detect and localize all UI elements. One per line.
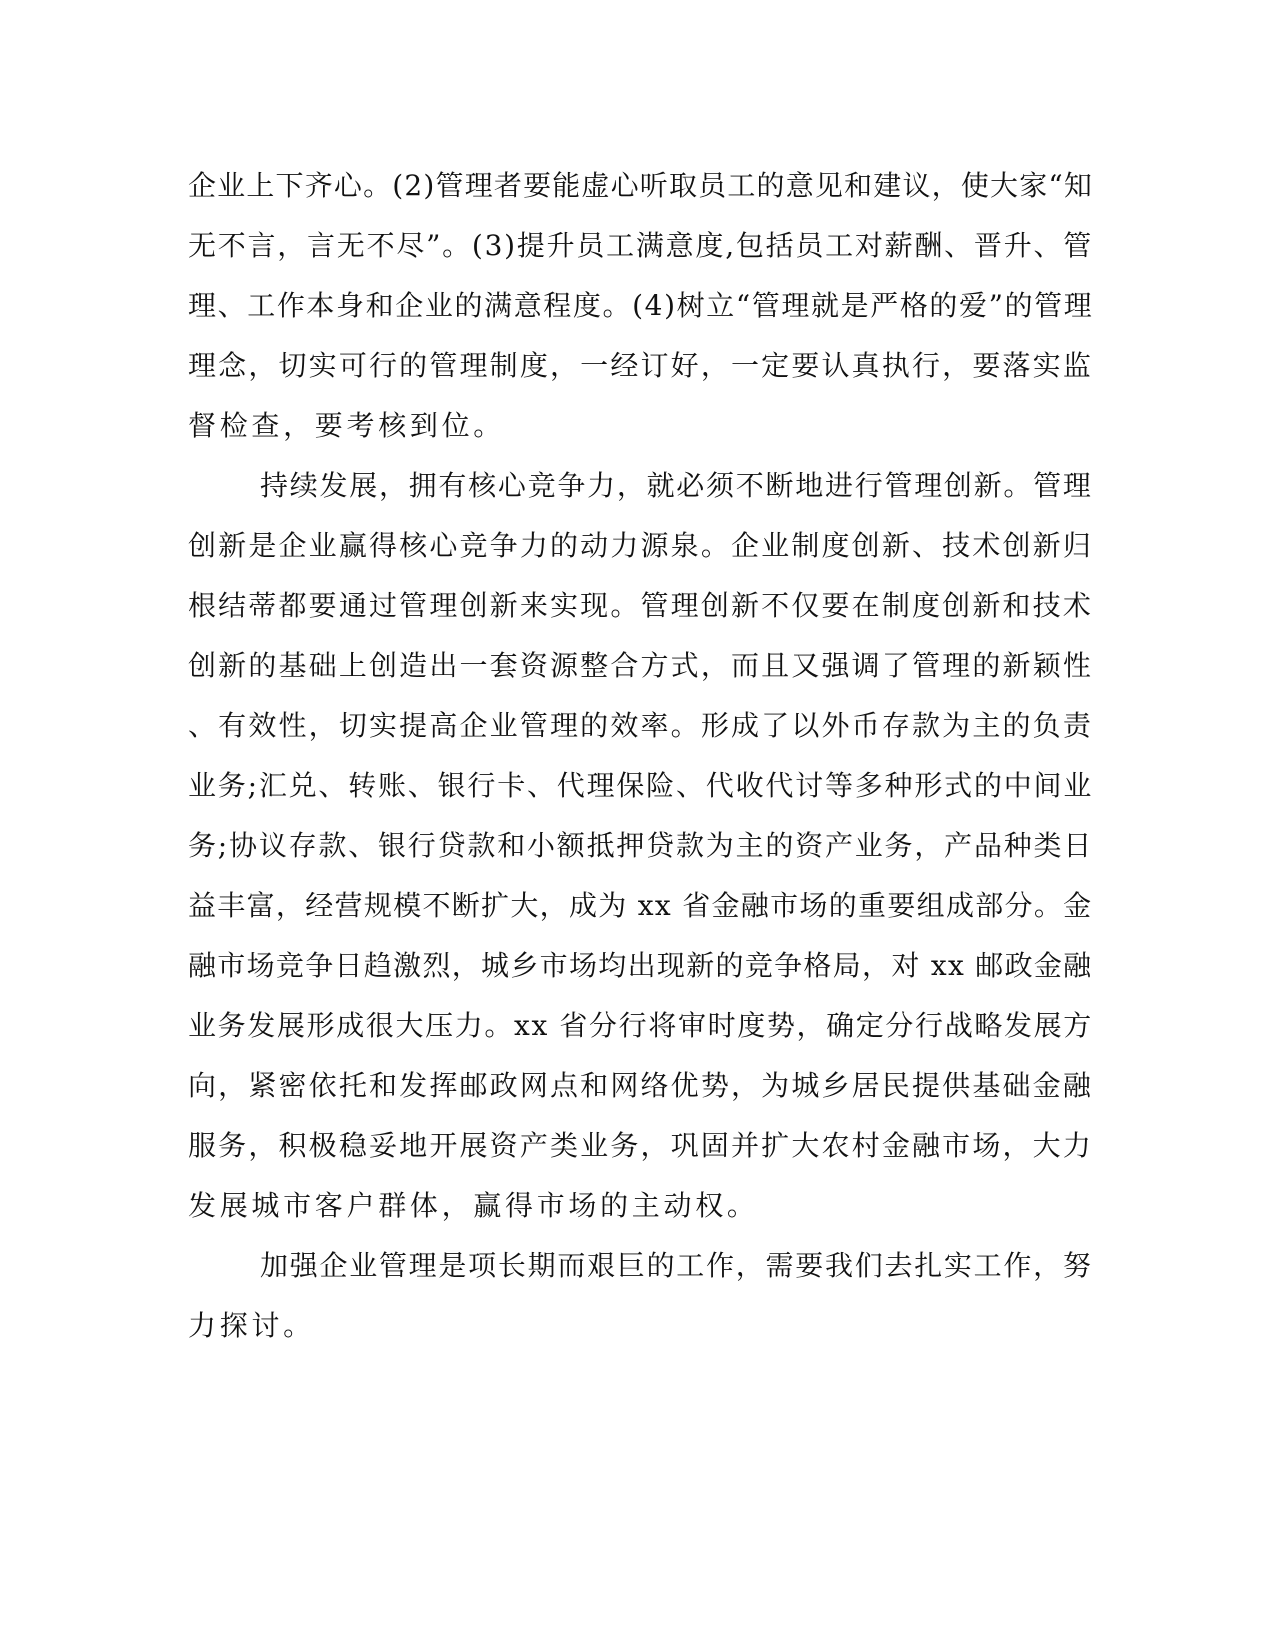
text-line: 服务，积极稳妥地开展资产类业务，巩固并扩大农村金融市场，大力 — [188, 1129, 1094, 1162]
paragraph-2 — [188, 456, 1094, 1236]
text-line: 根结蒂都要通过管理创新来实现。管理创新不仅要在制度创新和技术 — [188, 589, 1094, 622]
text-line: 理念，切实可行的管理制度，一经订好，一定要认真执行，要落实监 — [188, 349, 1094, 382]
document-body — [188, 156, 1094, 1356]
text-line: 创新是企业赢得核心竞争力的动力源泉。企业制度创新、技术创新归 — [188, 529, 1094, 562]
text-line: 向，紧密依托和发挥邮政网点和网络优势，为城乡居民提供基础金融 — [188, 1069, 1094, 1102]
text-line: 力探讨。 — [188, 1309, 315, 1342]
paragraph-1 — [188, 156, 1094, 456]
text-line: 理、工作本身和企业的满意程度。(4)树立“管理就是严格的爱”的管理 — [188, 289, 1094, 322]
text-line: 督检查，要考核到位。 — [188, 409, 506, 442]
paragraph-3 — [188, 1236, 1093, 1356]
text-line: 加强企业管理是项长期而艰巨的工作，需要我们去扎实工作，努 — [260, 1249, 1093, 1282]
text-line: 企业上下齐心。(2)管理者要能虚心听取员工的意见和建议，使大家“知 — [188, 169, 1094, 202]
text-line: 业务;汇兑、转账、银行卡、代理保险、代收代讨等多种形式的中间业 — [188, 769, 1094, 802]
text-line: 务;协议存款、银行贷款和小额抵押贷款为主的资产业务，产品种类日 — [188, 829, 1094, 862]
text-line: 创新的基础上创造出一套资源整合方式，而且又强调了管理的新颖性 — [188, 649, 1094, 682]
text-line: 无不言，言无不尽”。(3)提升员工满意度,包括员工对薪酬、晋升、管 — [188, 229, 1093, 262]
text-line: 、有效性，切实提高企业管理的效率。形成了以外币存款为主的负责 — [188, 709, 1094, 742]
text-line: 发展城市客户群体，赢得市场的主动权。 — [188, 1189, 759, 1222]
text-line: 持续发展，拥有核心竞争力，就必须不断地进行管理创新。管理 — [260, 469, 1093, 502]
text-line: 业务发展形成很大压力。xx 省分行将审时度势，确定分行战略发展方 — [188, 1009, 1093, 1042]
text-line: 融市场竞争日趋激烈，城乡市场均出现新的竞争格局，对 xx 邮政金融 — [188, 949, 1093, 982]
text-line: 益丰富，经营规模不断扩大，成为 xx 省金融市场的重要组成部分。金 — [188, 889, 1093, 922]
